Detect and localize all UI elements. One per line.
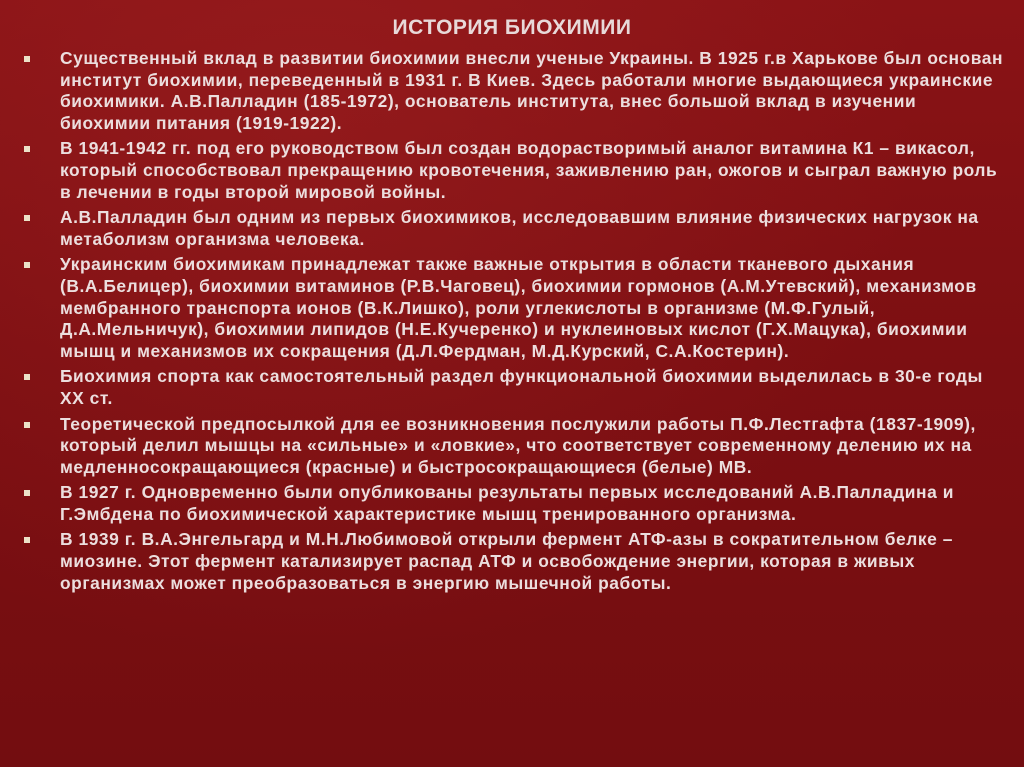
bullet-item xyxy=(22,138,1012,203)
slide-title: ИСТОРИЯ БИОХИМИИ xyxy=(392,16,632,39)
bullet-text: В 1941-1942 гг. под его руководством был создан водорастворимый аналог витамина К1 – викасол, который способствовал прекращению кровотечения, заживлению ран, ожогов и сыграл важную роль в лечении в годы второй мировой войны. xyxy=(60,138,998,202)
bullet-item xyxy=(22,529,1012,594)
square-bullet-icon xyxy=(24,422,30,428)
bullet-text: А.В.Палладин был одним из первых биохимиков, исследовавшим влияние физических нагрузок на метаболизм организма человека. xyxy=(60,207,979,249)
bullet-text: В 1939 г. В.А.Энгельгард и М.Н.Любимовой открыли фермент АТФ-азы в сократительном белке – миозине. Этот фермент катализирует распад АТФ и освобождение энергии, которая в живых организмах может преобразоваться в энергию мышечной работы. xyxy=(60,529,953,593)
square-bullet-icon xyxy=(24,490,30,496)
square-bullet-icon xyxy=(24,262,30,268)
bullet-item xyxy=(22,254,1012,362)
square-bullet-icon xyxy=(24,537,30,543)
bullet-list xyxy=(22,48,1012,598)
square-bullet-icon xyxy=(24,146,30,152)
bullet-item xyxy=(22,482,1012,525)
bullet-text: Биохимия спорта как самостоятельный раздел функциональной биохимии выделилась в 30-е годы ХХ ст. xyxy=(60,366,983,408)
bullet-text: Теоретической предпосылкой для ее возникновения послужили работы П.Ф.Лестгафта (1837-1909), который делил мышцы на «сильные» и «ловкие», что соответствует современному делению их на медленносокращающиеся (красные) и быстросокращающиеся (белые) МВ. xyxy=(60,413,976,477)
square-bullet-icon xyxy=(24,56,30,62)
bullet-text: В 1927 г. Одновременно были опубликованы результаты первых исследований А.В.Палладина и Г.Эмбдена по биохимической характеристике мышц тренированного организма. xyxy=(60,482,954,524)
bullet-text: Украинским биохимикам принадлежат также важные открытия в области тканевого дыхания (В.А.Белицер), биохимии витаминов (Р.В.Чаговец), биохимии гормонов (А.М.Утевский), механизмов мембранного транспорта ионов (В.К.Лишко), роли углекислоты в организме (М.Ф.Гулый, Д.А.Мельничук), биохимии липидов (Н.Е.Кучеренко) и нуклеиновых кислот (Г.Х.Мацука), биохимии мышц и механизмов их сокращения (Д.Л.Фердман, М.Д.Курский, С.А.Костерин). xyxy=(60,254,977,361)
bullet-item xyxy=(22,366,1012,409)
bullet-item xyxy=(22,207,1012,250)
bullet-item xyxy=(22,414,1012,479)
bullet-text: Существенный вклад в развитии биохимии внесли ученые Украины. В 1925 г.в Харькове был основан институт биохимии, переведенный в 1931 г. В Киев. Здесь работали многие выдающиеся украинские биохимики. А.В.Палладин (185-1972), основатель института, внес большой вклад в изучении биохимии питания (1919-1922). xyxy=(60,48,1004,133)
bullet-item xyxy=(22,48,1012,134)
square-bullet-icon xyxy=(24,215,30,221)
square-bullet-icon xyxy=(24,374,30,380)
